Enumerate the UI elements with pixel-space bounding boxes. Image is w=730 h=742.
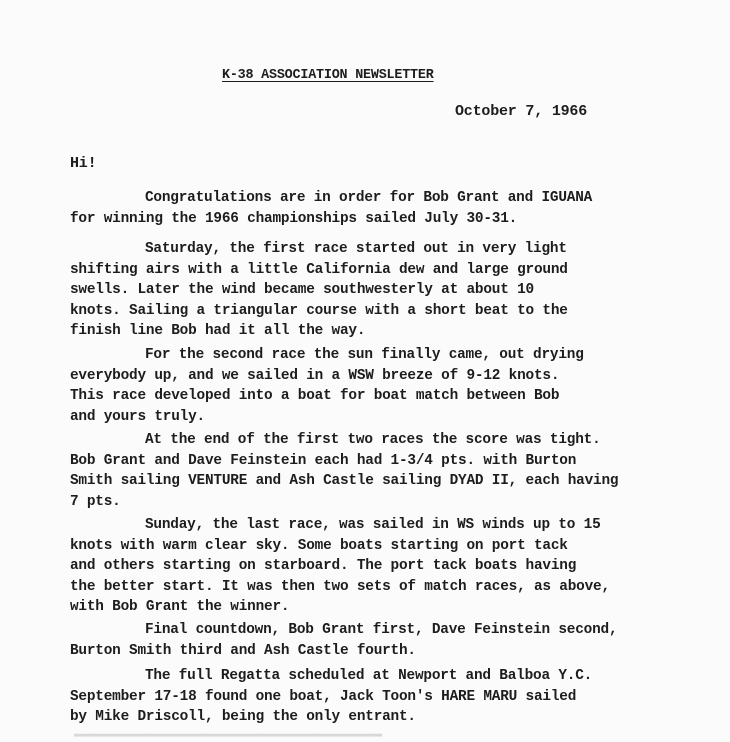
- paragraph-line: 7 pts.: [70, 493, 121, 510]
- paragraph-championship: [70, 188, 670, 229]
- bleed-through-shadow: ▬▬▬▬▬▬▬▬▬▬▬▬▬▬▬▬▬▬▬▬▬▬▬▬▬▬▬▬▬▬▬▬▬▬▬▬▬▬▬▬▬▬▬▬: [74, 727, 383, 741]
- paragraph-line: Smith sailing VENTURE and Ash Castle sailing DYAD II, each having: [70, 473, 619, 489]
- newsletter-title: K-38 ASSOCIATION NEWSLETTER: [222, 68, 434, 83]
- paragraph-line: At the end of the first two races the score was tight.: [145, 432, 601, 448]
- paragraph-line: Final countdown, Bob Grant first, Dave Feinstein second,: [145, 622, 618, 638]
- paragraph-final-countdown: [70, 620, 670, 661]
- paragraph-saturday-race: [70, 239, 670, 342]
- paragraph-full-regatta: [70, 666, 670, 728]
- paragraph-line: September 17-18 found one boat, Jack Toon's HARE MARU sailed: [70, 688, 577, 705]
- paragraph-line: for winning the 1966 championships sailed July 30-31.: [70, 210, 518, 227]
- paragraph-line: The full Regatta scheduled at Newport and Balboa Y.C.: [145, 668, 593, 684]
- greeting: Hi!: [70, 155, 97, 172]
- paragraph-line: finish line Bob had it all the way.: [70, 323, 366, 339]
- paragraph-line: Congratulations are in order for Bob Grant and IGUANA: [145, 190, 593, 206]
- paragraph-second-race: [70, 345, 670, 427]
- paragraph-score: [70, 430, 670, 512]
- paragraph-line: knots. Sailing a triangular course with a short beat to the: [70, 302, 568, 319]
- paragraph-line: and yours truly.: [70, 408, 205, 425]
- paragraph-line: Sunday, the last race, was sailed in WS winds up to 15: [145, 517, 601, 533]
- paragraph-line: the better start. It was then two sets of match races, as above,: [70, 578, 610, 595]
- paragraph-line: by Mike Driscoll, being the only entrant.: [70, 709, 416, 725]
- paragraph-line: everybody up, and we sailed in a WSW breeze of 9-12 knots.: [70, 367, 560, 384]
- paragraph-line: This race developed into a boat for boat match between Bob: [70, 388, 560, 404]
- paragraph-line: swells. Later the wind became southwesterly at about 10: [70, 282, 534, 298]
- paragraph-line: Bob Grant and Dave Feinstein each had 1-3/4 pts. with Burton: [70, 452, 577, 469]
- paragraph-sunday-race: [70, 515, 670, 618]
- paragraph-line: with Bob Grant the winner.: [70, 599, 290, 615]
- paragraph-line: shifting airs with a little California dew and large ground: [70, 261, 568, 278]
- paragraph-line: Saturday, the first race started out in very light: [145, 241, 567, 257]
- paragraph-line: knots with warm clear sky. Some boats starting on port tack: [70, 537, 568, 554]
- newsletter-date: October 7, 1966: [455, 103, 588, 120]
- paragraph-line: For the second race the sun finally came, out drying: [145, 347, 584, 363]
- paragraph-line: and others starting on starboard. The port tack boats having: [70, 558, 577, 574]
- paragraph-line: Burton Smith third and Ash Castle fourth.: [70, 642, 416, 659]
